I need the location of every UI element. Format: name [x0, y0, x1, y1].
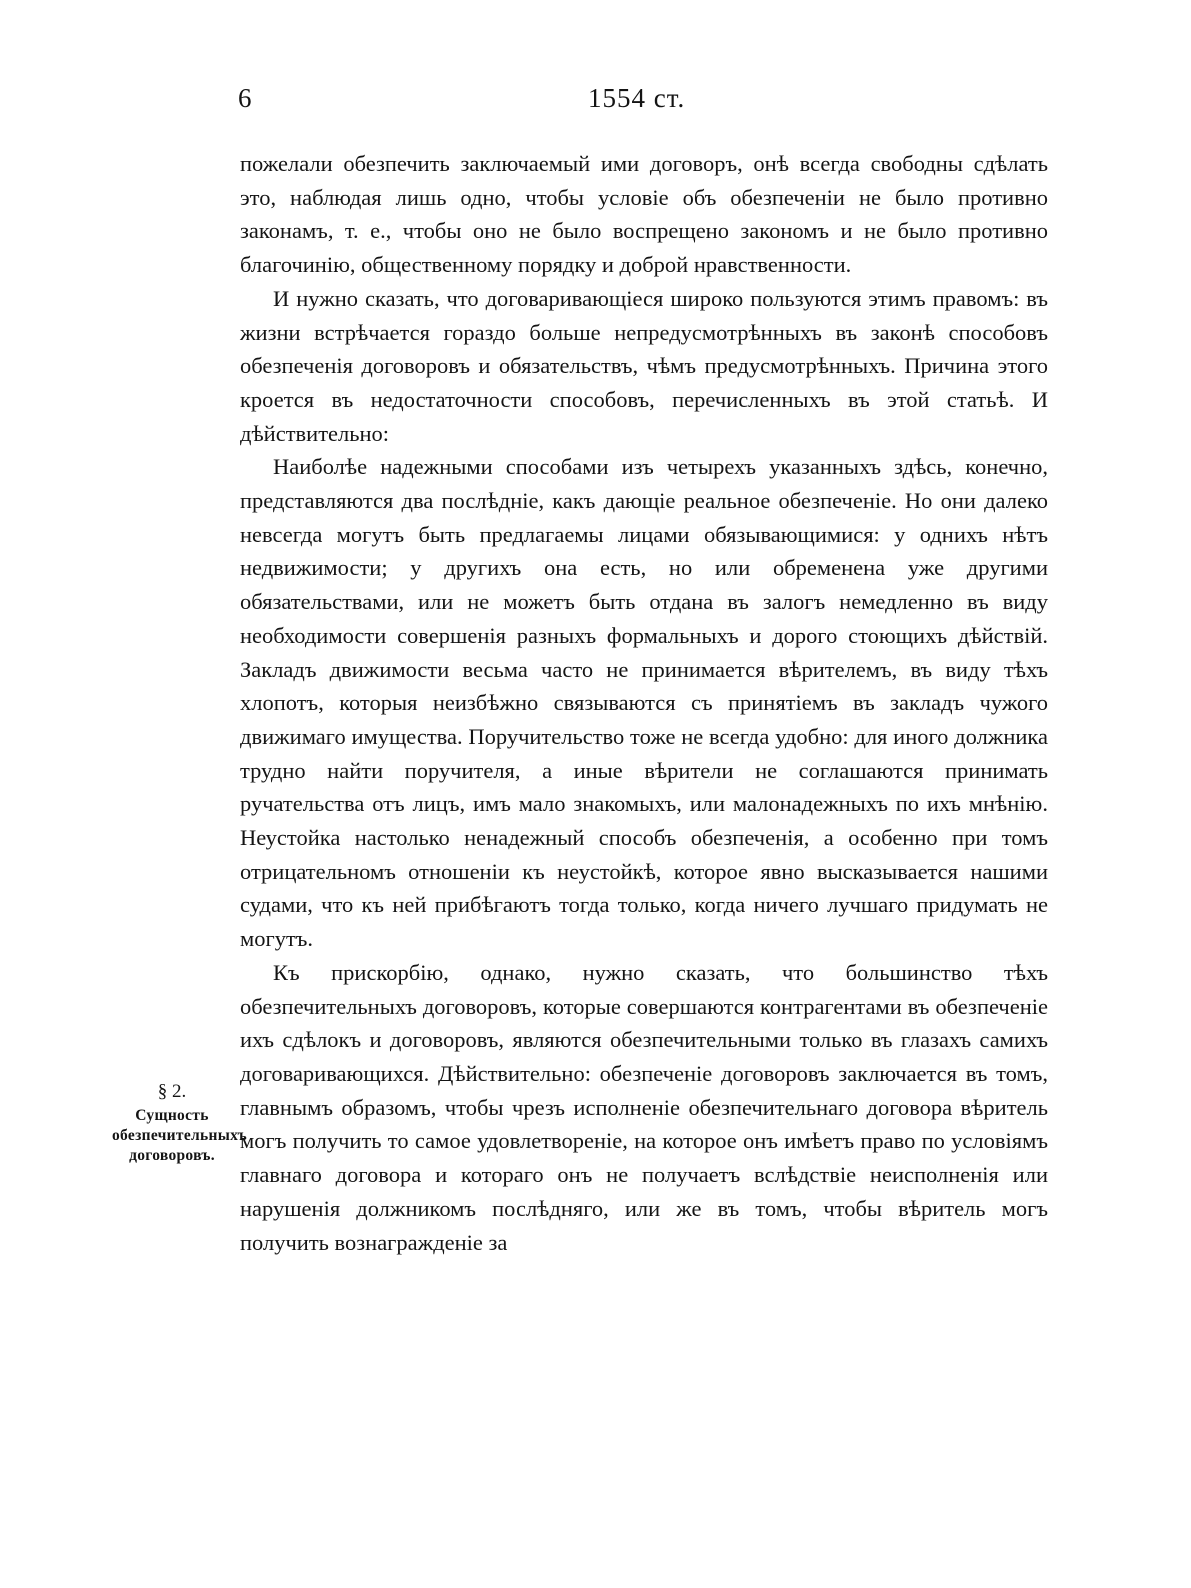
paragraph-3: Наиболѣе надежными способами изъ четырехъ указанныхъ здѣсь, конечно, представляются два послѣдніе, какъ дающіе реальное обезпеченіе. Но они далеко невсегда могутъ быть предлагаемы лицами обязывающимися: у однихъ нѣтъ недвижимости; у другихъ она есть, но или обременена уже другими обязательствами, или не можетъ быть отдана въ залогъ немедленно въ виду необходимости совершенія разныхъ формальныхъ и дорого стоющихъ дѣйствій. Закладъ движимости весьма часто не принимается вѣрителемъ, въ виду тѣхъ хлопотъ, которыя неизбѣжно связываются съ принятіемъ въ закладъ чужого движимаго имущества. Поручительство тоже не всегда удобно: для иного должника трудно найти поручителя, а иные вѣрители не соглашаются принимать ручательства отъ лицъ, имъ мало знакомыхъ, или малонадежныхъ по ихъ мнѣнію. Неустойка настолько ненадежный способъ обезпеченія, а особенно при томъ отрицательномъ отношеніи къ неустойкѣ, которое явно высказывается нашими судами, что къ ней прибѣгаютъ тогда только, когда ничего лучшаго придумать не могутъ.: [240, 454, 1048, 952]
section-title: Сущность обезпечительныхъ договоровъ.: [112, 1107, 247, 1164]
paragraph-1: пожелали обезпечить заключаемый ими договоръ, онѣ всегда свободны сдѣлать это, наблюдая лишь одно, чтобы условіе объ обезпеченіи не было противно законамъ, т. е., чтобы оно не было воспрещено закономъ и не было противно благочинію, общественному порядку и доброй нравственности.: [240, 151, 1048, 278]
running-head: 1554 ст.: [588, 83, 686, 113]
section-number: § 2.: [157, 1081, 187, 1102]
paragraph-4: Къ прискорбію, однако, нужно сказать, что большинство тѣхъ обезпечительныхъ договоровъ, которые совершаются контрагентами въ обезпеченіе ихъ сдѣлокъ и договоровъ, являются обезпечительными только въ глазахъ самихъ договаривающихся. Дѣйствительно: обезпеченіе договоровъ заключается въ томъ, главнымъ образомъ, чтобы чрезъ исполненіе обезпечительнаго договора вѣритель могъ получить то самое удовлетвореніе, на которое онъ имѣетъ право по условіямъ главнаго договора и котораго онъ не получаетъ вслѣдствіе неисполненія или нарушенія должникомъ послѣдняго, или же въ томъ, чтобы вѣритель могъ получить вознагражденіе за: [240, 959, 1048, 1255]
paragraph-2: И нужно сказать, что договаривающіеся широко пользуются этимъ правомъ: въ жизни встрѣчается гораздо больше непредусмотрѣнныхъ въ законѣ способовъ обезпеченія договоровъ и обязательствъ, чѣмъ предусмотрѣнныхъ. Причина этого кроется въ недостаточности способовъ, перечисленныхъ въ этой статьѣ. И дѣйствительно:: [240, 285, 1048, 446]
body-text: [240, 147, 1048, 1259]
margin-note: [112, 1080, 247, 1166]
page-number: 6: [238, 83, 252, 113]
